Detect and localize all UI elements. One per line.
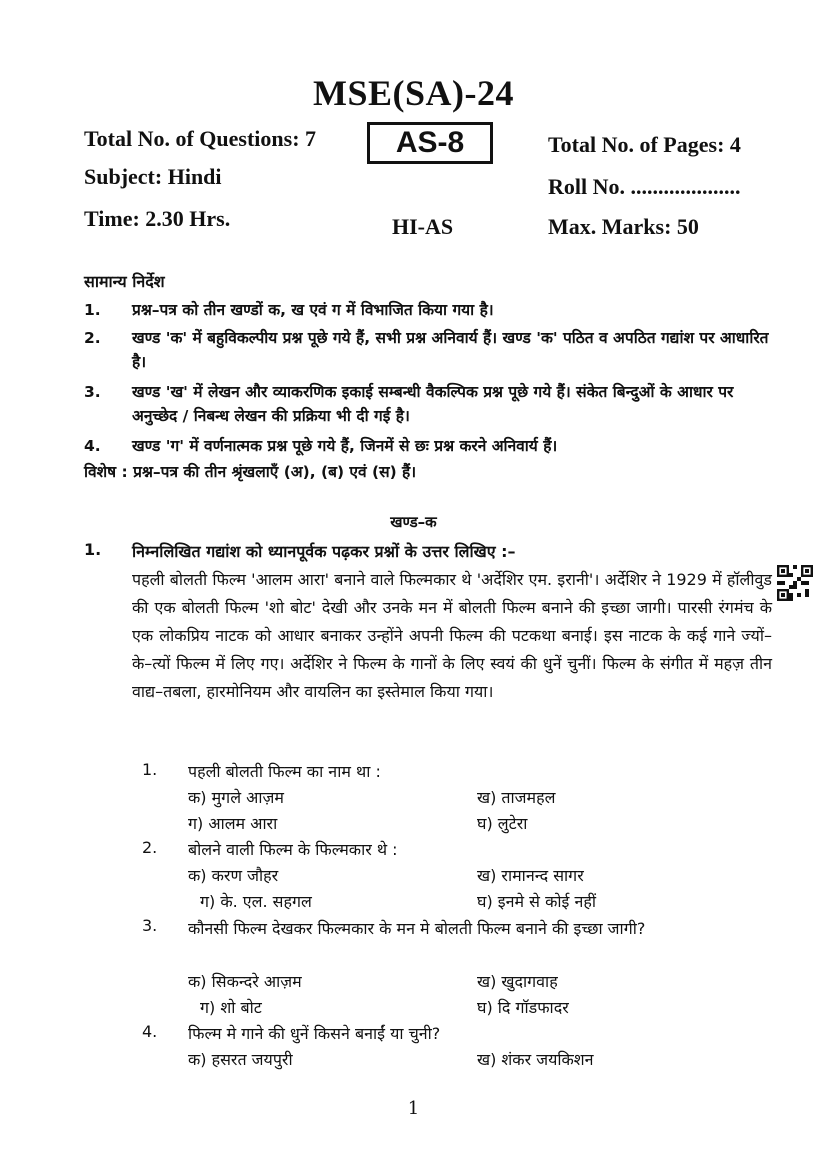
instruction-text: खण्ड 'ख' में लेखन और व्याकरणिक इकाई सम्बन्धी वैकल्पिक प्रश्न पूछे गये हैं। संकेत बिन्दुओं के आधार पर अनुच्छेद / निबन्ध लेखन की प्रक्रिया भी दी गई है। xyxy=(132,383,734,425)
exam-code: MSE(SA)-24 xyxy=(313,73,514,113)
section-heading: खण्ड–क xyxy=(390,513,437,531)
paper-code: HI-AS xyxy=(392,214,454,239)
subquestion-number: 2. xyxy=(142,838,158,857)
instruction-number: 4. xyxy=(84,437,101,455)
subquestion-number: 1. xyxy=(142,760,158,779)
roll-no: Roll No. .................... xyxy=(548,174,741,199)
option: ख) खुदागवाह xyxy=(477,972,558,991)
question-number: 1. xyxy=(84,540,102,559)
instruction-text: प्रश्न–पत्र को तीन खण्डों क, ख एवं ग में विभाजित किया गया है। xyxy=(132,301,494,319)
instruction-text: खण्ड 'क' में बहुविकल्पीय प्रश्न पूछे गये हैं, सभी प्रश्न अनिवार्य हैं। खण्ड 'क' पठित व अपठित गद्यांश पर आधारित है। xyxy=(132,329,769,371)
option: ग) आलम आरा xyxy=(188,814,278,833)
instruction-item xyxy=(84,326,774,374)
instruction-number: 1. xyxy=(84,301,101,319)
passage-text: पहली बोलती फिल्म 'आलम आरा' बनाने वाले फिल्मकार थे 'अर्देशिर एम. इरानी'। अर्देशिर ने 1929 में हॉलीवुड की एक बोलती फिल्म 'शो बोट' देखी और उनके मन में बोलती फिल्म बनाने की इच्छा जागी। पारसी रंगमंच के एक लोकप्रिय नाटक को आधार बनाकर उन्होंने अपनी फिल्म की पटकथा बनाई। इस नाटक के कई गाने ज्यों–के–त्यों फिल्म में लिए गए। अर्देशिर ने फिल्म के गानों के लिए स्वयं की धुनें चुनीं। फिल्म के संगीत में महज़ तीन वाद्य–तबला, हारमोनियम और वायलिन का इस्तेमाल किया गया। xyxy=(132,570,772,701)
option: ख) ताजमहल xyxy=(477,788,556,807)
subquestion-text: कौनसी फिल्म देखकर फिल्मकार के मन मे बोलती फिल्म बनाने की इच्छा जागी? xyxy=(188,919,646,938)
option: ग) के. एल. सहगल xyxy=(200,892,312,911)
total-pages: Total No. of Pages: 4 xyxy=(548,132,741,157)
subquestion-text: फिल्म मे गाने की धुनें किसने बनाईं या चुनी? xyxy=(188,1024,441,1043)
subquestion-number: 3. xyxy=(142,916,158,935)
option: ग) शो बोट xyxy=(200,998,262,1017)
series-box: AS-8 xyxy=(367,122,493,164)
page-number: 1 xyxy=(407,1098,420,1119)
subject: Subject: Hindi xyxy=(84,164,222,189)
instruction-item xyxy=(84,380,774,428)
subquestion-number: 4. xyxy=(142,1022,158,1041)
option: क) करण जौहर xyxy=(188,866,279,885)
subquestion-text: बोलने वाली फिल्म के फिल्मकार थे : xyxy=(188,840,398,859)
special-note: विशेष : प्रश्न–पत्र की तीन श्रृंखलाएँ (अ), (ब) एवं (स) हैं। xyxy=(84,463,417,481)
option: क) सिकन्दरे आज़म xyxy=(188,972,302,991)
option: क) मुगले आज़म xyxy=(188,788,284,807)
instructions-heading: सामान्य निर्देश xyxy=(84,272,165,291)
option: ख) रामानन्द सागर xyxy=(477,866,584,885)
instruction-number: 3. xyxy=(84,383,101,401)
instruction-text: खण्ड 'ग' में वर्णनात्मक प्रश्न पूछे गये हैं, जिनमें से छः प्रश्न करने अनिवार्य हैं। xyxy=(132,437,558,455)
option: घ) दि गॉडफादर xyxy=(477,998,569,1017)
max-marks: Max. Marks: 50 xyxy=(548,214,699,239)
option: घ) लुटेरा xyxy=(477,814,528,833)
option: ख) शंकर जयकिशन xyxy=(477,1050,594,1069)
instruction-item xyxy=(84,434,774,458)
time: Time: 2.30 Hrs. xyxy=(84,206,231,231)
option: क) हसरत जयपुरी xyxy=(188,1050,293,1069)
total-questions: Total No. of Questions: 7 xyxy=(84,126,317,151)
subquestion-text: पहली बोलती फिल्म का नाम था : xyxy=(188,762,381,781)
instruction-number: 2. xyxy=(84,329,101,347)
question-prompt: निम्नलिखित गद्यांश को ध्यानपूर्वक पढ़कर प्रश्नों के उत्तर लिखिए :– xyxy=(132,542,516,561)
instruction-item xyxy=(84,298,774,322)
qr-code-icon xyxy=(777,565,813,601)
option: घ) इनमे से कोई नहीं xyxy=(477,892,596,911)
